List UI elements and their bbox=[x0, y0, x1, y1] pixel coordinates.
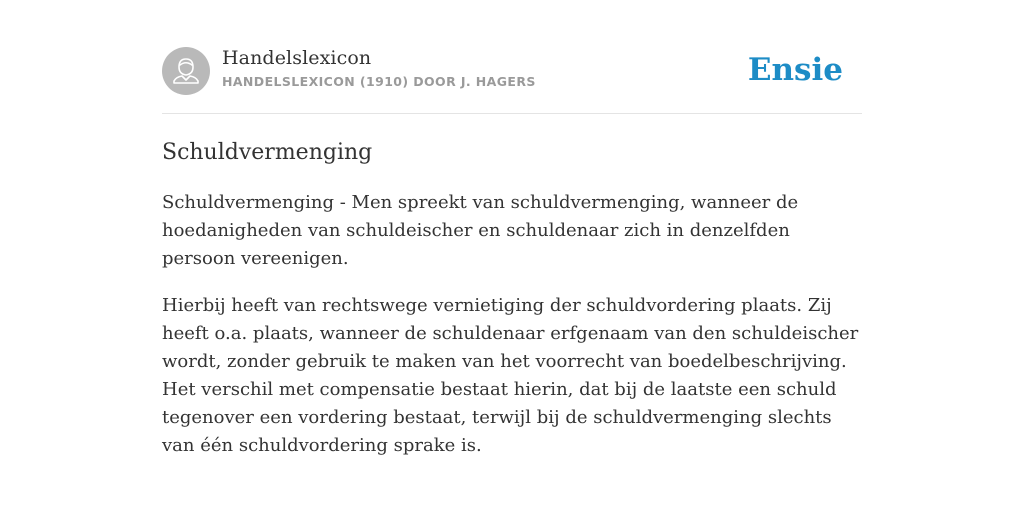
brand-logo[interactable]: Ensie bbox=[747, 52, 843, 88]
article-title: Schuldvermenging bbox=[162, 140, 373, 165]
user-icon bbox=[162, 47, 210, 95]
avatar[interactable] bbox=[162, 47, 210, 95]
article-header bbox=[162, 46, 862, 114]
article-card bbox=[162, 46, 862, 460]
source-subtitle: HANDELSLEXICON (1910) DOOR J. HAGERS bbox=[222, 74, 536, 89]
article-paragraph: Hierbij heeft van rechtswege vernietiging der schuldvordering plaats. Zij heeft o.a. plaats, wanneer de schuldenaar erfgenaam van den schuldeischer wordt, zonder gebruik te maken van het voorrecht van boedelbeschrijving. Het verschil met compensatie bestaat hierin, dat bij de laatste een schuld tegenover een vordering bestaat, terwijl bij de schuldvermenging slechts van één schuldvordering sprake is. bbox=[162, 295, 859, 456]
article-paragraph: Schuldvermenging - Men spreekt van schuldvermenging, wanneer de hoedanigheden van schuldeischer en schuldenaar zich in denzelfden persoon vereenigen. bbox=[162, 192, 799, 269]
source-name[interactable]: Handelslexicon bbox=[222, 47, 372, 69]
